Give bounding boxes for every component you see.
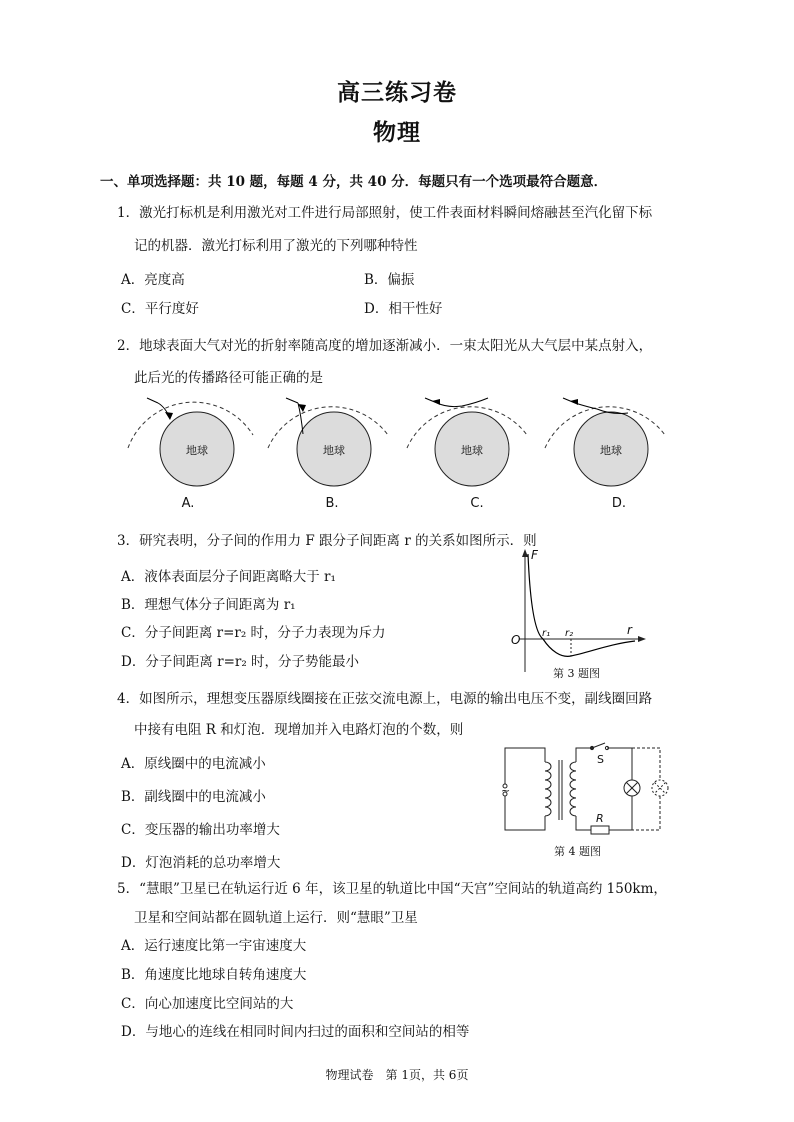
q2-figure-c — [407, 398, 527, 486]
secondary-wire-top-left — [576, 748, 592, 762]
secondary-wire-bottom-left — [576, 816, 591, 830]
extra-branch-top — [632, 748, 660, 780]
switch-label: S — [597, 753, 604, 766]
x-axis-label: r — [627, 623, 632, 637]
q5-option-d: D．与地心的连线在相同时间内扫过的面积和空间站的相等 — [121, 1024, 470, 1040]
extra-branch-bottom — [632, 796, 660, 830]
q3-stem: 3．研究表明，分子间的作用力 F 跟分子间距离 r 的关系如图所示．则 — [117, 533, 537, 549]
page-footer: 物理试卷 第 1页，共 6页 — [325, 1068, 469, 1082]
q3-option-d: D．分子间距离 r=r₂ 时，分子势能最小 — [121, 654, 360, 670]
q1-stem-line2: 记的机器．激光打标利用了激光的下列哪种特性 — [134, 238, 418, 254]
earth-label-b: 地球 — [323, 444, 345, 457]
q1-option-a: A．亮度高 — [121, 272, 185, 288]
switch-pivot — [590, 746, 593, 749]
q2-figure-a — [128, 398, 253, 486]
q5-stem-line2: 卫星和空间站都在圆轨道上运行．则“慧眼”卫星 — [134, 910, 418, 926]
figure-label-d: D. — [611, 496, 627, 511]
earth-label-d: 地球 — [600, 444, 622, 457]
transformer-circuit — [497, 740, 687, 840]
figure-label-c: C. — [470, 496, 484, 511]
q2-stem-line1: 2．地球表面大气对光的折射率随高度的增加逐渐减小．一束太阳光从大气层中某点射入， — [117, 338, 653, 354]
q2-figure-b — [268, 398, 388, 486]
ac-source-symbol: ~ — [501, 784, 511, 797]
earth-label-a: 地球 — [186, 444, 208, 457]
q2-figures — [0, 390, 794, 520]
q1-stem-line1: 1．激光打标机是利用激光对工件进行局部照射，使工件表面材料瞬间熔融甚至汽化留下标 — [117, 205, 653, 221]
q5-option-b: B．角速度比地球自转角速度大 — [121, 967, 307, 983]
resistor-label: R — [596, 812, 604, 825]
force-distance-graph — [505, 548, 665, 678]
q1-option-b: B．偏振 — [364, 272, 415, 288]
figure-label-a: A. — [181, 496, 195, 511]
q4-option-c: C．变压器的输出功率增大 — [121, 822, 280, 838]
q5-stem-line1: 5．“慧眼”卫星已在轨运行近 6 年，该卫星的轨道比中国“天宫”空间站的轨道高约 150km， — [117, 881, 667, 897]
section-heading: 一、单项选择题：共 10 题，每题 4 分，共 40 分．每题只有一个选项最符合题意． — [100, 174, 608, 190]
q1-option-d: D．相干性好 — [364, 301, 443, 317]
q4-option-b: B．副线圈中的电流减小 — [121, 789, 266, 805]
q4-caption: 第 4 题图 — [554, 845, 601, 858]
q1-option-c: C．平行度好 — [121, 301, 199, 317]
figure-label-b: B. — [325, 496, 339, 511]
q3-option-c: C．分子间距离 r=r₂ 时，分子力表现为斥力 — [121, 625, 386, 641]
q3-caption: 第 3 题图 — [553, 667, 600, 680]
q4-stem-line2: 中接有电阻 R 和灯泡．现增加并入电路灯泡的个数，则 — [134, 722, 464, 738]
primary-wire-bottom — [505, 794, 545, 830]
extra-lamp — [652, 780, 668, 796]
q5-option-c: C．向心加速度比空间站的大 — [121, 996, 294, 1012]
primary-wire-top — [505, 748, 545, 786]
page-title: 高三练习卷 — [337, 79, 457, 106]
q4-option-d: D．灯泡消耗的总功率增大 — [121, 855, 281, 871]
y-axis-label: F — [531, 548, 538, 562]
force-curve — [528, 554, 635, 656]
secondary-coil — [570, 762, 576, 816]
q4-option-a: A．原线圈中的电流减小 — [121, 756, 266, 772]
secondary-wire-bottom-right — [609, 796, 632, 830]
secondary-wire-top-right — [607, 748, 632, 780]
q5-option-a: A．运行速度比第一宇宙速度大 — [121, 938, 307, 954]
q3-option-b: B．理想气体分子间距离为 r₁ — [121, 597, 296, 613]
q3-option-a: A．液体表面层分子间距离略大于 r₁ — [121, 569, 336, 585]
q2-figure-d — [545, 398, 665, 486]
q4-stem-line1: 4．如图所示，理想变压器原线圈接在正弦交流电源上，电源的输出电压不变，副线圈回路 — [117, 691, 653, 707]
r2-label: r₂ — [565, 628, 574, 639]
resistor — [591, 826, 609, 834]
q2-stem-line2: 此后光的传播路径可能正确的是 — [134, 370, 323, 386]
subject-title: 物理 — [373, 119, 421, 146]
origin-label: O — [511, 633, 521, 647]
primary-coil — [545, 762, 551, 816]
r1-label: r₁ — [542, 628, 551, 639]
earth-label-c: 地球 — [461, 444, 483, 457]
